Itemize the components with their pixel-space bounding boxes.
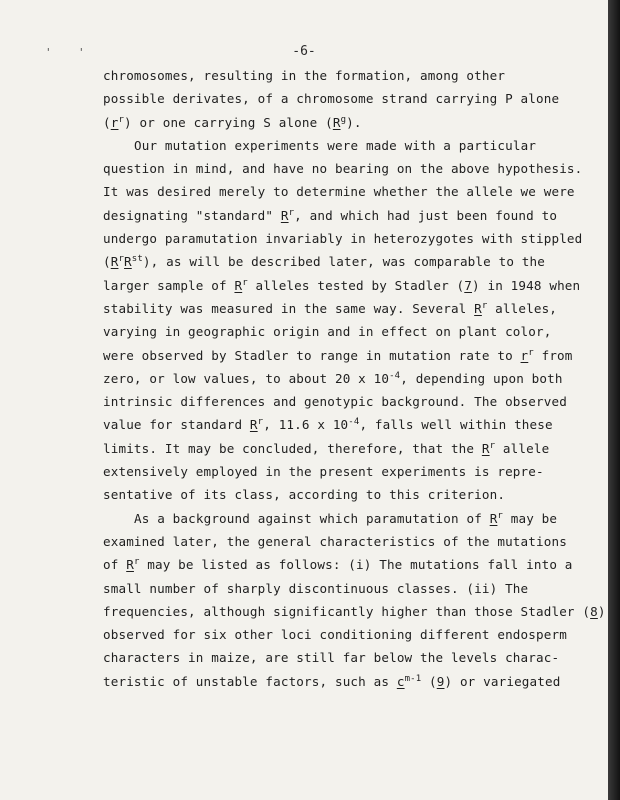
text-line: sentative of its class, according to this criterion. bbox=[103, 487, 506, 503]
text-line: larger sample of $R^r$ alleles tested by Stadler (7) in 1948 when bbox=[103, 277, 581, 293]
reference-number: 9 bbox=[436, 673, 445, 689]
reference-number: 7 bbox=[464, 277, 473, 293]
text-line: As a background against which paramutation of $R^r$ may be bbox=[134, 510, 558, 526]
text-line: characters in maize, are still far below the levels charac- bbox=[103, 650, 560, 666]
text-line: $(r^r)$ or one carrying S alone $(R^g)$. bbox=[103, 114, 362, 130]
text-line: observed for six other loci conditioning different endosperm bbox=[103, 627, 567, 643]
text-line: examined later, the general characteristics of the mutations bbox=[103, 533, 567, 549]
text-line: limits. It may be concluded, therefore, that the $R^r$ allele bbox=[103, 440, 550, 456]
body-text bbox=[103, 64, 606, 693]
text-line: extensively employed in the present experiments is repre- bbox=[103, 464, 544, 480]
text-line: question in mind, and have no bearing on the above hypothesis. bbox=[103, 161, 583, 177]
text-line: Our mutation experiments were made with a particular bbox=[134, 137, 537, 153]
text-line: It was desired merely to determine whether the allele we were bbox=[103, 184, 575, 200]
text-line: $(R^rR^{st})$, as will be described later, was comparable to the bbox=[103, 254, 545, 270]
text-line: frequencies, although significantly higher than those Stadler (8) bbox=[103, 603, 606, 619]
page-number: -6- bbox=[292, 44, 316, 59]
text-line: possible derivates, of a chromosome strand carrying P alone bbox=[103, 91, 560, 107]
text-line: zero, or low values, to about 20 x $10^{-4}$, depending upon both bbox=[103, 370, 563, 386]
text-line: varying in geographic origin and in effect on plant color, bbox=[103, 324, 552, 340]
margin-mark: ' bbox=[78, 46, 85, 59]
text-line: teristic of unstable factors, such as $c^{m-1}$ (9) or variegated bbox=[103, 673, 561, 689]
text-line: chromosomes, resulting in the formation, among other bbox=[103, 68, 506, 83]
scan-border bbox=[608, 0, 620, 800]
text-line: undergo paramutation invariably in heterozygotes with stippled bbox=[103, 231, 583, 247]
text-line: stability was measured in the same way. Several $R^r$ alleles, bbox=[103, 300, 558, 316]
text-line: designating "standard" $R^r$, and which had just been found to bbox=[103, 207, 558, 223]
text-line: intrinsic differences and genotypic background. The observed bbox=[103, 394, 567, 410]
text-line: of $R^r$ may be listed as follows: (i) The mutations fall into a bbox=[103, 557, 573, 573]
text-line: were observed by Stadler to range in mutation rate to $r^r$ from bbox=[103, 347, 573, 363]
margin-mark: ' bbox=[45, 46, 52, 59]
text-line: small number of sharply discontinuous classes. (ii) The bbox=[103, 580, 529, 596]
text-line: value for standard $R^r$, 11.6 x $10^{-4}$, falls well within these bbox=[103, 417, 553, 433]
reference-number: 8 bbox=[590, 603, 598, 619]
